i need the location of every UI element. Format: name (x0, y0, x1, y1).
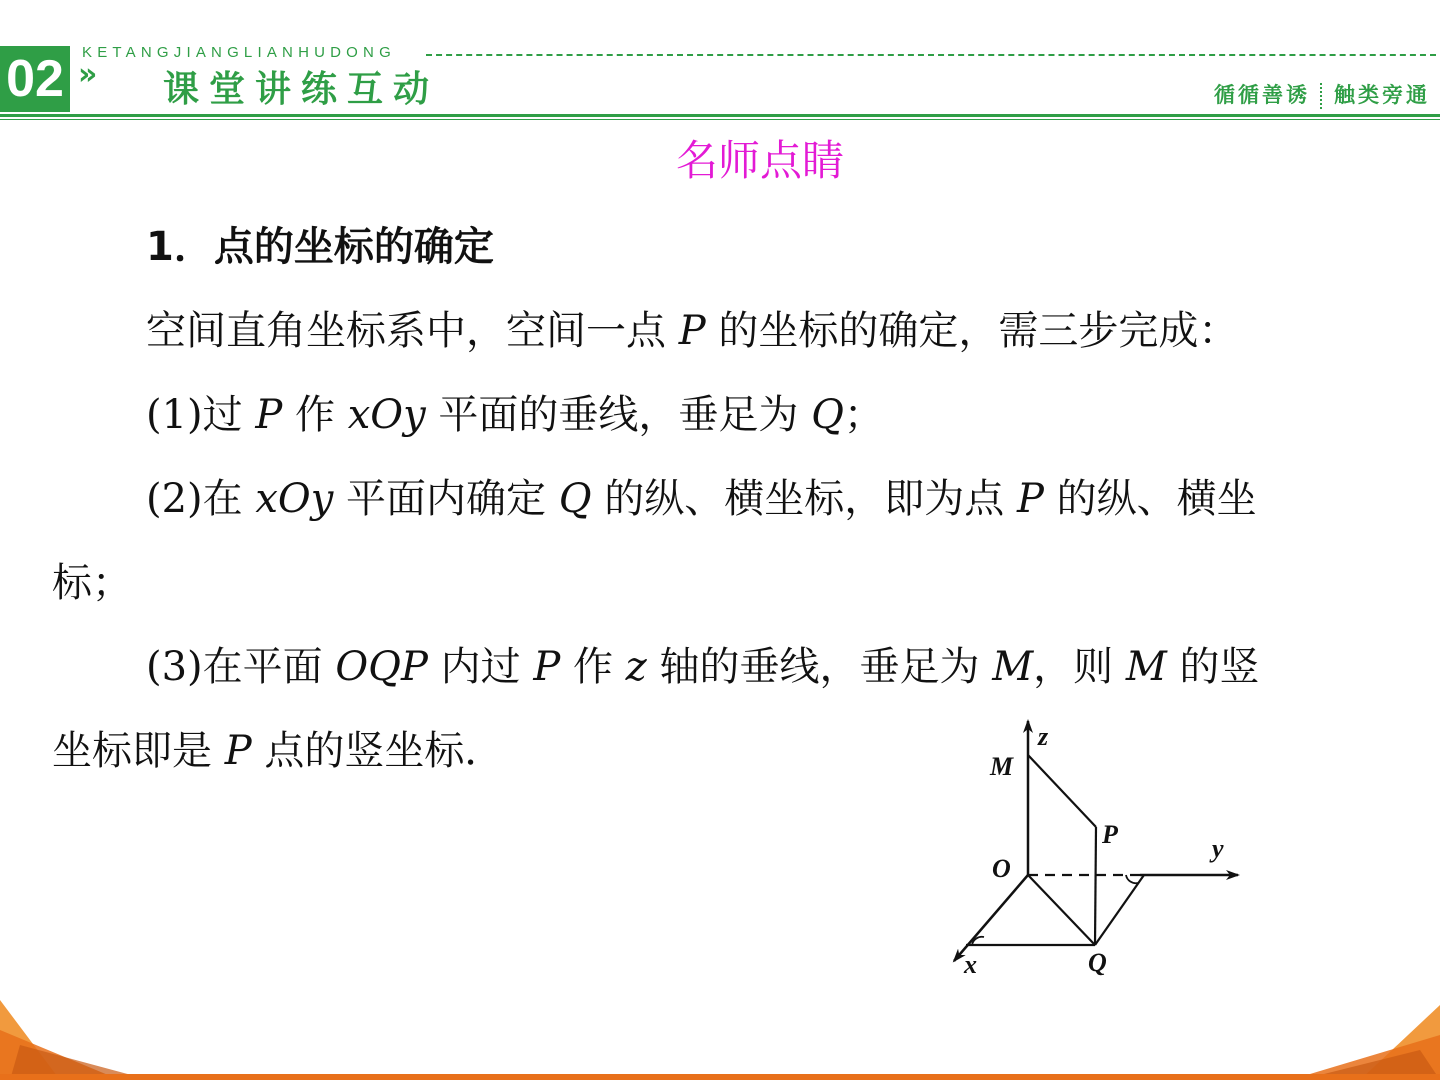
text-run: 内过 (427, 644, 534, 690)
motto-left: 循循善诱 (1214, 83, 1310, 107)
text-run: 点的竖坐标． (251, 728, 505, 774)
paragraph-line (146, 474, 1257, 524)
motto-separator (1320, 83, 1322, 109)
text-run: 平面的垂线，垂足为 (425, 392, 812, 438)
label-M: M (990, 752, 1014, 781)
header-rule-thin (0, 119, 1440, 120)
text-run: 的竖 (1166, 644, 1260, 690)
math-var: xOy (255, 476, 334, 522)
x-axis (954, 875, 1028, 961)
math-var: OQP (335, 644, 428, 690)
paragraph-line (146, 306, 1238, 356)
paragraph-line (146, 390, 884, 440)
footer-decoration (0, 990, 1440, 1080)
text-run: ，则 (1033, 644, 1126, 690)
math-var: P (533, 644, 561, 690)
math-var: xOy (347, 392, 426, 438)
label-P: P (1102, 820, 1118, 849)
math-var: Q (558, 476, 592, 522)
paragraph-line (146, 642, 1260, 692)
section-heading: 名师点睛 (675, 136, 844, 185)
chevron-right-icon: » (78, 57, 98, 92)
math-var: M (992, 644, 1034, 690)
math-var: P (678, 308, 706, 354)
text-run: ； (843, 392, 884, 438)
label-x: x (964, 950, 977, 979)
segment-OQ (1028, 875, 1095, 945)
text-run: 平面内确定 (333, 476, 559, 522)
footer-bar (0, 1074, 1440, 1080)
label-O: O (992, 854, 1011, 883)
section-title: 课堂讲练互动 (163, 69, 440, 110)
header-motto (1214, 82, 1430, 109)
text-run: 空间直角坐标系中，空间一点 (146, 308, 679, 354)
math-var: M (1125, 644, 1167, 690)
motto-right: 触类旁通 (1334, 83, 1430, 107)
text-run: (3)在平面 (146, 644, 336, 690)
math-var: z (625, 644, 647, 690)
math-var: P (255, 392, 283, 438)
text-run: 轴的垂线，垂足为 (646, 644, 993, 690)
text-run: (1)过 (146, 392, 256, 438)
paragraph-line: 标； (52, 560, 132, 606)
text-run: (2)在 (146, 476, 256, 522)
section-number: 02 (6, 50, 64, 108)
subheading: 1．点的坐标的确定 (146, 224, 494, 270)
segment-PQ (1095, 827, 1096, 945)
text-run: 坐标即是 (52, 728, 225, 774)
text-run: 作 (282, 392, 348, 438)
right-angle-mark-y (1126, 875, 1138, 883)
section-number-badge (0, 46, 70, 112)
math-var: P (224, 728, 252, 774)
text-run: 的纵、横坐 (1043, 476, 1257, 522)
coordinate-diagram (940, 715, 1250, 985)
math-var: Q (811, 392, 844, 438)
header-dashed-divider (426, 54, 1436, 56)
math-var: P (1017, 476, 1044, 522)
segment-MP (1028, 755, 1096, 827)
text-run: 作 (560, 644, 626, 690)
paragraph-line (52, 726, 504, 776)
text-run: 的纵、横坐标，即为点 (591, 476, 1017, 522)
segment-Q-y (1095, 875, 1144, 945)
slide-header (0, 0, 1440, 120)
label-z: z (1038, 722, 1049, 751)
text-run: 的坐标的确定，需三步完成： (705, 308, 1239, 354)
section-pinyin: KETANGJIANGLIANHUDONG (82, 44, 396, 61)
header-rule (0, 114, 1440, 117)
label-Q: Q (1088, 948, 1107, 977)
label-y: y (1212, 834, 1224, 863)
